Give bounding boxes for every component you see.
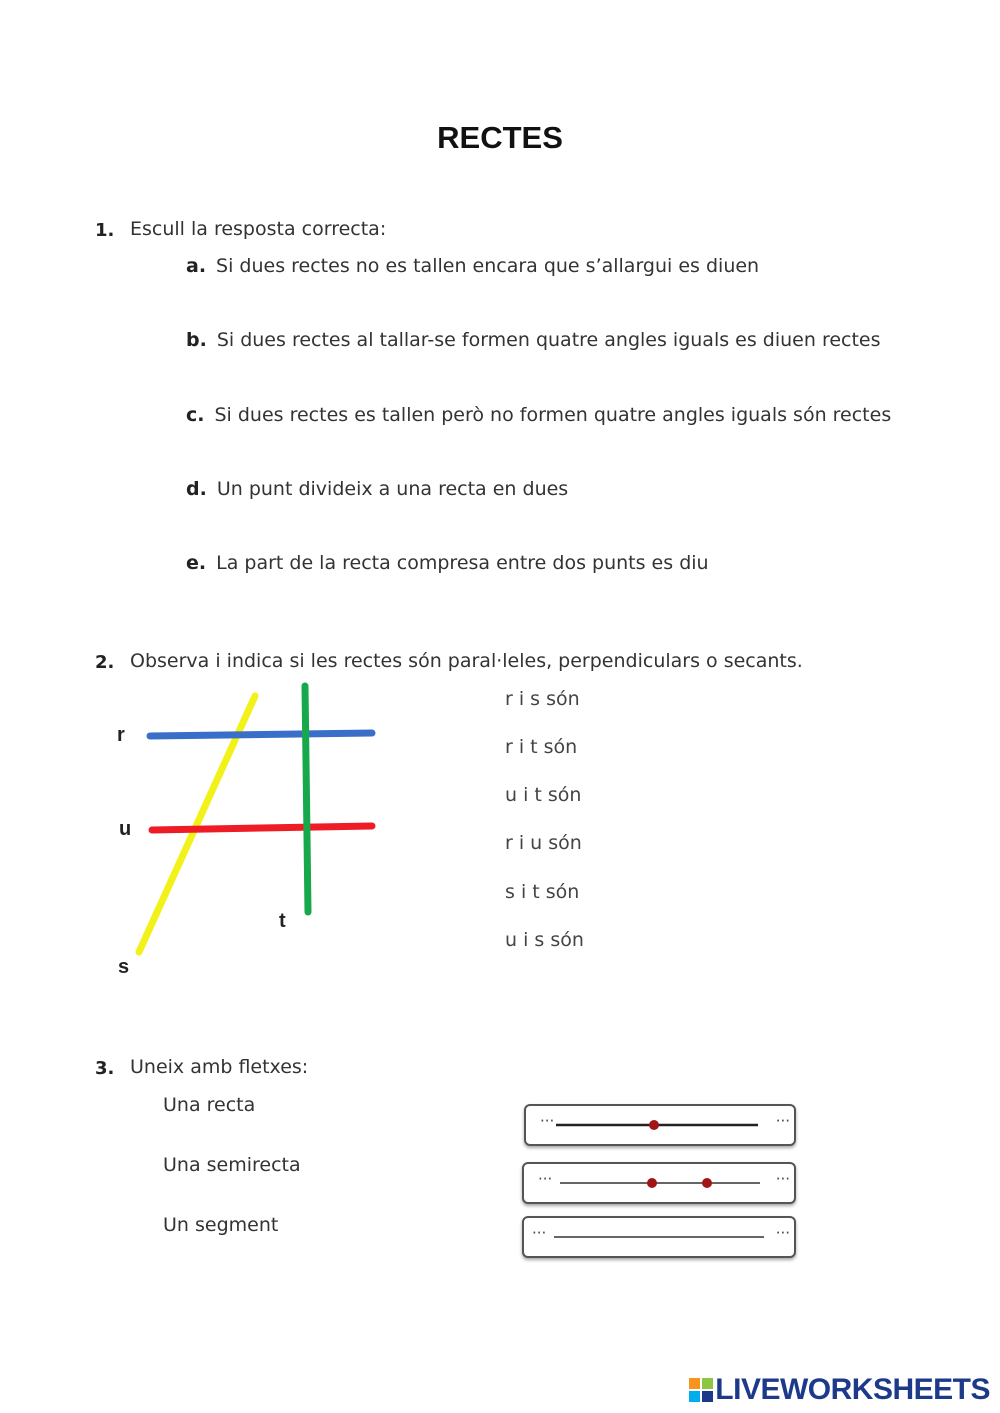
question-1-number: 1. xyxy=(95,220,115,241)
line-r xyxy=(150,733,372,736)
label-s: s xyxy=(118,956,130,978)
box-2-figure xyxy=(524,1164,794,1202)
term-segment: Un segment xyxy=(163,1214,279,1236)
box-2-point-1 xyxy=(647,1178,657,1188)
q1-item-a xyxy=(186,255,759,277)
question-1-text: Escull la resposta correcta: xyxy=(130,218,387,240)
q1-item-e-letter: e. xyxy=(186,552,207,574)
pair-r-t: r i t són xyxy=(505,736,578,758)
box-1-left-ellipsis: ··· xyxy=(540,1112,555,1130)
q1-item-e xyxy=(186,552,709,574)
label-t: t xyxy=(279,910,286,932)
liveworksheets-logo xyxy=(689,1373,990,1407)
line-u xyxy=(152,826,372,830)
pair-r-s: r i s són xyxy=(505,688,580,710)
pair-s-t: s i t són xyxy=(505,881,580,903)
q1-item-b-text: Si dues rectes al tallar-se formen quatre angles iguals es diuen rectes xyxy=(216,329,881,351)
line-t xyxy=(305,686,308,912)
term-semirecta: Una semirecta xyxy=(163,1154,301,1176)
box-3-figure xyxy=(524,1218,794,1256)
q1-item-e-text: La part de la recta compresa entre dos punts es diu xyxy=(216,552,709,574)
option-box-2[interactable] xyxy=(522,1162,796,1204)
logo-square-2 xyxy=(702,1378,713,1389)
box-3-right-ellipsis: ··· xyxy=(775,1224,790,1242)
box-2-left-ellipsis: ··· xyxy=(538,1170,553,1188)
q1-item-d-letter: d. xyxy=(186,478,207,500)
logo-icon xyxy=(689,1378,713,1402)
q1-item-d xyxy=(186,478,568,500)
lines-diagram xyxy=(100,680,400,990)
box-1-figure xyxy=(526,1106,794,1144)
q1-item-c xyxy=(186,404,891,426)
box-3-left-ellipsis: ··· xyxy=(532,1224,547,1242)
q1-item-c-text: Si dues rectes es tallen però no formen quatre angles iguals són rectes xyxy=(214,404,892,426)
logo-square-1 xyxy=(689,1378,700,1389)
logo-square-4 xyxy=(702,1391,713,1402)
question-2-number: 2. xyxy=(95,652,115,673)
pair-r-u: r i u són xyxy=(505,832,582,854)
q1-item-a-text: Si dues rectes no es tallen encara que s’allargui es diuen xyxy=(216,255,760,277)
logo-text: LIVEWORKSHEETS xyxy=(715,1373,990,1406)
logo-square-3 xyxy=(689,1391,700,1402)
q1-item-c-letter: c. xyxy=(186,404,205,426)
box-2-right-ellipsis: ··· xyxy=(775,1170,790,1188)
box-2-point-2 xyxy=(702,1178,712,1188)
q1-item-b xyxy=(186,329,881,351)
question-3-number: 3. xyxy=(95,1058,115,1079)
pair-u-s: u i s són xyxy=(505,929,584,951)
q1-item-b-letter: b. xyxy=(186,329,207,351)
q1-item-d-text: Un punt divideix a una recta en dues xyxy=(216,478,569,500)
question-2-text: Observa i indica si les rectes són paral·leles, perpendiculars o secants. xyxy=(130,650,803,672)
option-box-1[interactable] xyxy=(524,1104,796,1146)
page-title: RECTES xyxy=(437,120,563,155)
box-1-point xyxy=(649,1120,659,1130)
pair-u-t: u i t són xyxy=(505,784,582,806)
label-u: u xyxy=(119,818,132,840)
label-r: r xyxy=(117,724,125,746)
q1-item-a-letter: a. xyxy=(186,255,207,277)
box-1-right-ellipsis: ··· xyxy=(775,1112,790,1130)
option-box-3[interactable] xyxy=(522,1216,796,1258)
question-3-text: Uneix amb fletxes: xyxy=(130,1056,309,1078)
term-recta: Una recta xyxy=(163,1094,256,1116)
